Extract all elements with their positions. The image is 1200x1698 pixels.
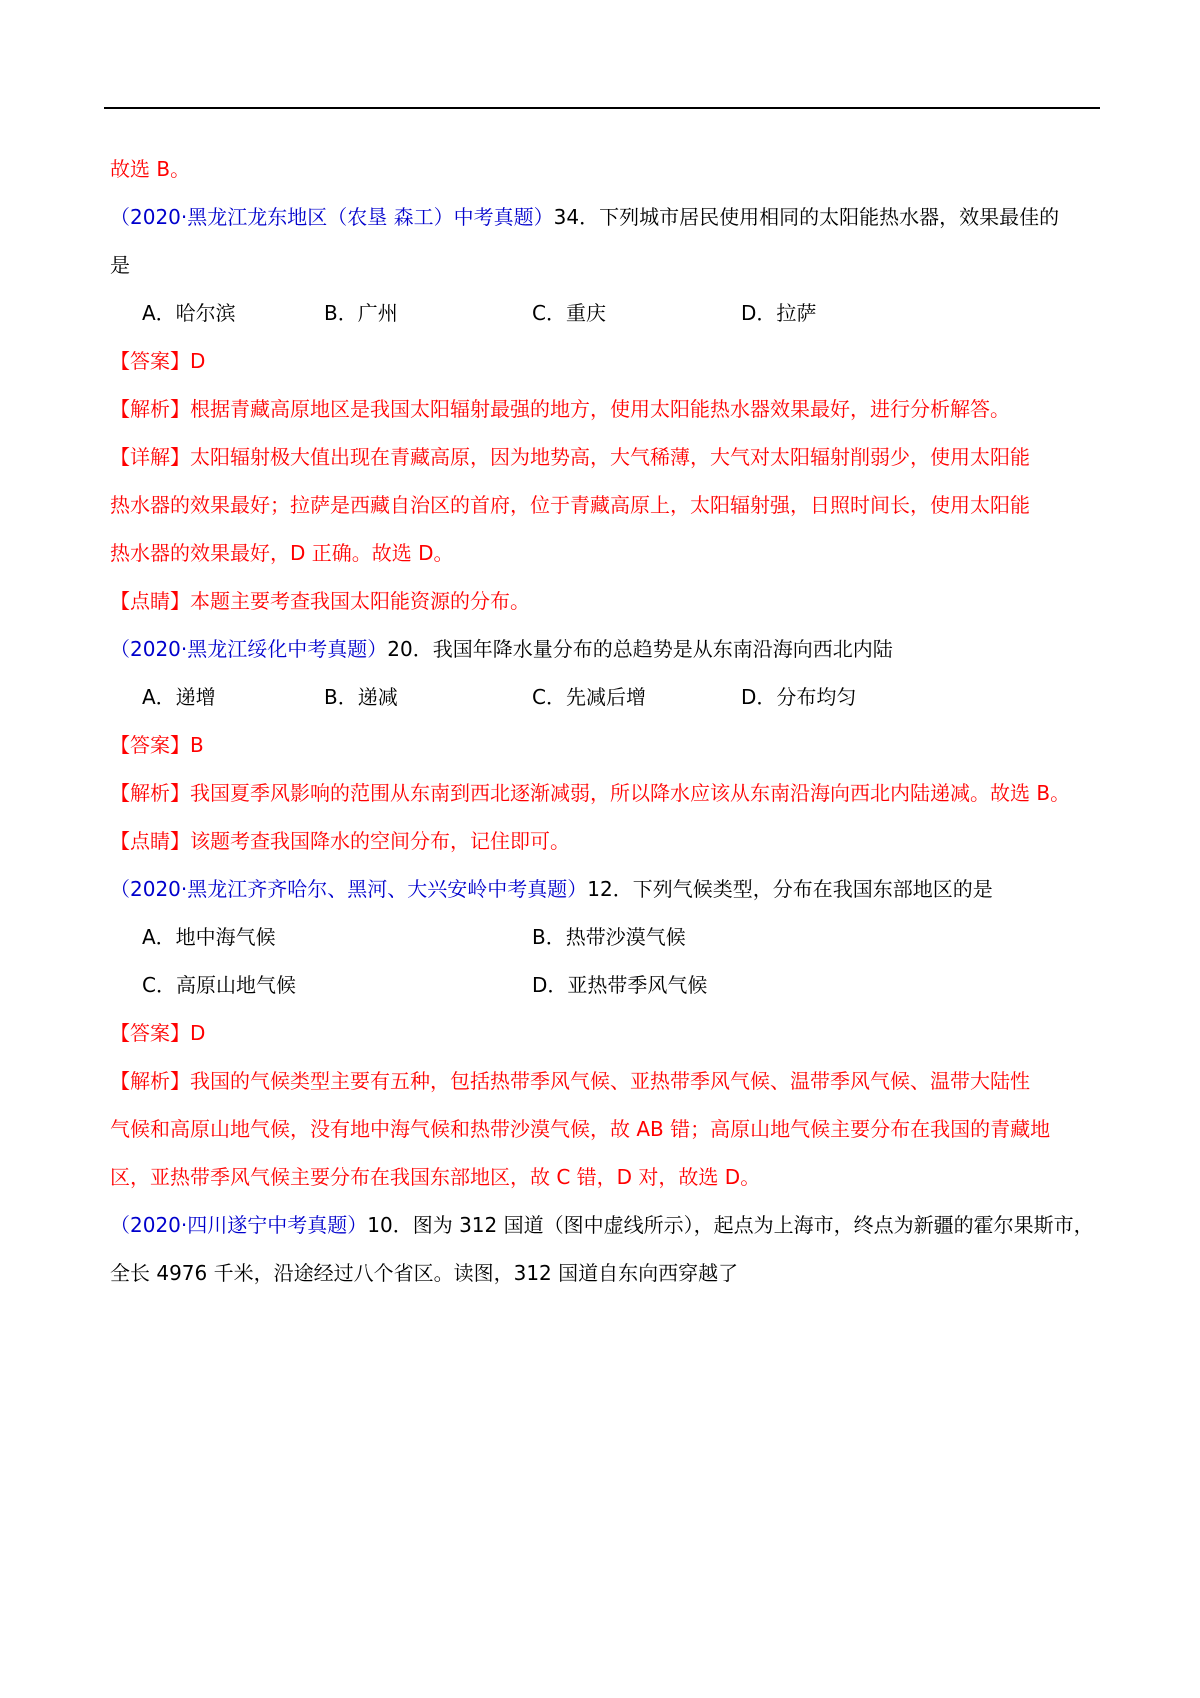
q12-option-b: B．热带沙漠气候 — [532, 925, 686, 949]
q12-analysis-line2: 气候和高原山地气候，没有地中海气候和热带沙漠气候，故 AB 错；高原山地气候主要分布在我国的青藏地 — [110, 1117, 1051, 1141]
q34-answer: 【答案】D — [110, 349, 206, 373]
q34-stem-line2: 是 — [110, 253, 130, 277]
q34-stem: 34．下列城市居民使用相同的太阳能热水器，效果最佳的 — [553, 205, 1060, 229]
q34-detail-line2: 热水器的效果最好；拉萨是西藏自治区的首府，位于青藏高原上，太阳辐射强，日照时间长，使用太阳能 — [110, 493, 1030, 517]
q34-detail-line1: 【详解】太阳辐射极大值出现在青藏高原，因为地势高，大气稀薄，大气对太阳辐射削弱少，使用太阳能 — [110, 445, 1030, 469]
q34-option-d: D．拉萨 — [741, 301, 817, 325]
prev-conclusion: 故选 B。 — [110, 157, 191, 181]
q20-option-a: A．递增 — [142, 685, 216, 709]
header-rule — [104, 107, 1100, 109]
q12-stem: 12．下列气候类型，分布在我国东部地区的是 — [587, 877, 993, 901]
q12-answer: 【答案】D — [110, 1021, 206, 1045]
q12-question — [110, 874, 993, 904]
q10-question-line1 — [110, 1210, 1094, 1240]
q34-detail-line3: 热水器的效果最好，D 正确。故选 D。 — [110, 541, 454, 565]
q10-source: （2020·四川遂宁中考真题） — [110, 1213, 368, 1237]
q34-question-line1 — [110, 202, 1059, 232]
q12-option-d: D．亚热带季风气候 — [532, 973, 708, 997]
q12-analysis-line1: 【解析】我国的气候类型主要有五种，包括热带季风气候、亚热带季风气候、温带季风气候、温带大陆性 — [110, 1069, 1030, 1093]
q12-option-a: A．地中海气候 — [142, 925, 276, 949]
q20-analysis: 【解析】我国夏季风影响的范围从东南到西北逐渐减弱，所以降水应该从东南沿海向西北内陆递减。故选 B。 — [110, 781, 1071, 805]
q10-stem: 10．图为 312 国道（图中虚线所示），起点为上海市，终点为新疆的霍尔果斯市， — [367, 1213, 1094, 1237]
q20-comment: 【点睛】该题考查我国降水的空间分布，记住即可。 — [110, 829, 570, 853]
q20-source: （2020·黑龙江绥化中考真题） — [110, 637, 388, 661]
q34-analysis: 【解析】根据青藏高原地区是我国太阳辐射最强的地方，使用太阳能热水器效果最好，进行分析解答。 — [110, 397, 1010, 421]
q34-option-c: C．重庆 — [532, 301, 606, 325]
q12-analysis-line3: 区，亚热带季风气候主要分布在我国东部地区，故 C 错，D 对，故选 D。 — [110, 1165, 761, 1189]
q34-source: （2020·黑龙江龙东地区（农垦 森工）中考真题） — [110, 205, 554, 229]
q34-option-b: B．广州 — [324, 301, 398, 325]
q20-question — [110, 634, 893, 664]
q12-option-c: C．高原山地气候 — [142, 973, 296, 997]
q20-stem: 20．我国年降水量分布的总趋势是从东南沿海向西北内陆 — [387, 637, 893, 661]
q12-source: （2020·黑龙江齐齐哈尔、黑河、大兴安岭中考真题） — [110, 877, 588, 901]
q20-option-b: B．递减 — [324, 685, 398, 709]
q20-answer: 【答案】B — [110, 733, 204, 757]
q20-option-c: C．先减后增 — [532, 685, 646, 709]
q10-stem-line2: 全长 4976 千米，沿途经过八个省区。读图，312 国道自东向西穿越了 — [110, 1261, 739, 1285]
q34-option-a: A．哈尔滨 — [142, 301, 236, 325]
q34-comment: 【点睛】本题主要考查我国太阳能资源的分布。 — [110, 589, 530, 613]
q20-option-d: D．分布均匀 — [741, 685, 857, 709]
